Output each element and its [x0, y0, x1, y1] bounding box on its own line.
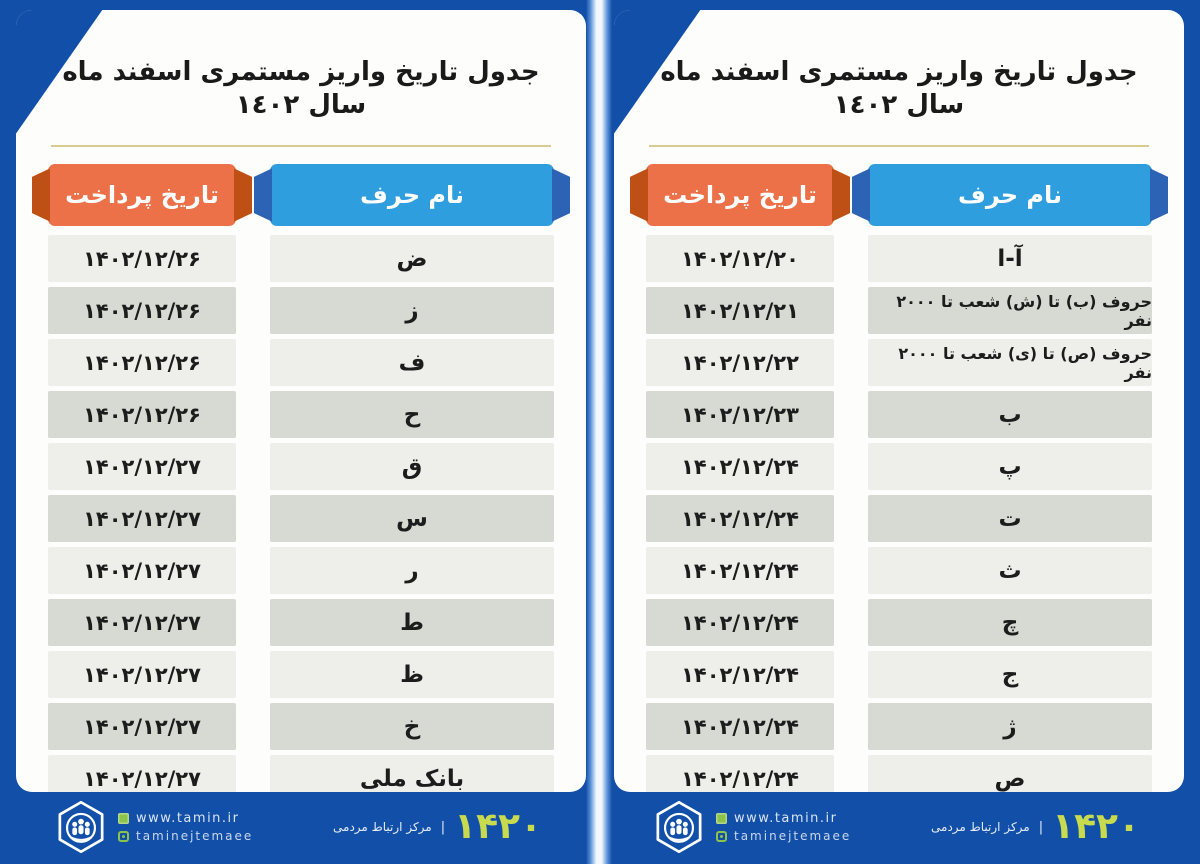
website-icon: [118, 813, 129, 824]
table-row: [646, 495, 1152, 542]
table-header-row: [48, 164, 554, 226]
letter-name-cell: ض: [270, 235, 554, 282]
footer-links: [716, 811, 851, 843]
letter-name-cell: ت: [868, 495, 1152, 542]
payment-date-cell: ۱۴۰۲/۱۲/۲۷: [48, 755, 236, 792]
table-row: [646, 651, 1152, 698]
letter-name-cell: س: [270, 495, 554, 542]
table-row: [646, 599, 1152, 646]
payment-date-cell: ۱۴۰۲/۱۲/۲۳: [646, 391, 834, 438]
table-row: [646, 235, 1152, 282]
letter-name-column-header: نام حرف: [868, 164, 1152, 226]
payment-table: [614, 164, 1184, 792]
social-line: [716, 829, 851, 843]
payment-date-cell: ۱۴۰۲/۱۲/۲۴: [646, 703, 834, 750]
footer-left: [16, 798, 586, 856]
footer-right: [614, 798, 1184, 856]
table-row: [48, 235, 554, 282]
website-url: www.tamin.ir: [136, 811, 240, 826]
title-divider: [51, 145, 551, 147]
table-row: [48, 443, 554, 490]
payment-date-cell: ۱۴۰۲/۱۲/۲۴: [646, 547, 834, 594]
table-row: [646, 755, 1152, 792]
instagram-icon: [118, 831, 129, 842]
payment-date-cell: ۱۴۰۲/۱۲/۲۶: [48, 391, 236, 438]
website-line: [716, 811, 851, 826]
payment-date-cell: ۱۴۰۲/۱۲/۲۷: [48, 547, 236, 594]
letter-name-cell: ر: [270, 547, 554, 594]
letter-name-cell: ژ: [868, 703, 1152, 750]
payment-date-cell: ۱۴۰۲/۱۲/۲۲: [646, 339, 834, 386]
hotline-separator: |: [1038, 819, 1044, 835]
hotline-block: [931, 806, 1140, 847]
letter-name-cell: ف: [270, 339, 554, 386]
letter-name-cell: پ: [868, 443, 1152, 490]
card-title: جدول تاریخ واریز مستمری اسفند ماه سال ١٤٠٢: [660, 57, 1138, 120]
table-row: [48, 703, 554, 750]
table-row: [646, 287, 1152, 334]
payment-date-cell: ۱۴۰۲/۱۲/۲۷: [48, 599, 236, 646]
payment-date-cell: ۱۴۰۲/۱۲/۲۴: [646, 599, 834, 646]
table-row: [48, 391, 554, 438]
title-divider: [649, 145, 1149, 147]
payment-date-cell: ۱۴۰۲/۱۲/۲۷: [48, 651, 236, 698]
table-row: [646, 547, 1152, 594]
table-row: [48, 599, 554, 646]
letter-name-cell: ق: [270, 443, 554, 490]
table-rows: [48, 235, 554, 792]
payment-date-cell: ۱۴۰۲/۱۲/۲۷: [48, 495, 236, 542]
website-url: www.tamin.ir: [734, 811, 838, 826]
table-row: [646, 703, 1152, 750]
hotline-number: ۱۴۲۰: [1052, 806, 1140, 847]
payment-date-cell: ۱۴۰۲/۱۲/۲۶: [48, 339, 236, 386]
hotline-separator: |: [440, 819, 446, 835]
social-handle: taminejtemaee: [136, 829, 254, 843]
table-rows: [646, 235, 1152, 792]
letter-name-cell: خ: [270, 703, 554, 750]
payment-date-cell: ۱۴۰۲/۱۲/۲۱: [646, 287, 834, 334]
social-line: [118, 829, 253, 843]
social-handle: taminejtemaee: [734, 829, 852, 843]
table-row: [646, 391, 1152, 438]
table-row: [48, 547, 554, 594]
footer-links: [118, 811, 253, 843]
table-header-row: [646, 164, 1152, 226]
payment-date-cell: ۱۴۰۲/۱۲/۲۴: [646, 443, 834, 490]
info-card-right: [614, 10, 1184, 792]
letter-name-cell: ص: [868, 755, 1152, 792]
website-line: [118, 811, 253, 826]
letter-name-cell: چ: [868, 599, 1152, 646]
letter-name-cell: بانک ملی: [270, 755, 554, 792]
table-row: [646, 339, 1152, 386]
payment-date-cell: ۱۴۰۲/۱۲/۲۷: [48, 443, 236, 490]
letter-name-cell: حروف (ب) تا (ش) شعب تا ۲۰۰۰ نفر: [868, 287, 1152, 334]
payment-date-cell: ۱۴۰۲/۱۲/۲۶: [48, 287, 236, 334]
table-row: [48, 651, 554, 698]
table-row: [48, 287, 554, 334]
tamin-organization-logo-icon: [54, 800, 108, 854]
payment-date-cell: ۱۴۰۲/۱۲/۲۰: [646, 235, 834, 282]
letter-name-cell: ث: [868, 547, 1152, 594]
table-row: [646, 443, 1152, 490]
letter-name-cell: ح: [270, 391, 554, 438]
tamin-organization-logo-icon: [652, 800, 706, 854]
letter-name-cell: ط: [270, 599, 554, 646]
payment-date-cell: ۱۴۰۲/۱۲/۲۴: [646, 495, 834, 542]
hotline-number: ۱۴۲۰: [454, 806, 542, 847]
letter-name-cell: ج: [868, 651, 1152, 698]
payment-date-column-header: تاریخ پرداخت: [48, 164, 236, 226]
hotline-label: مرکز ارتباط مردمی: [333, 820, 432, 834]
image-seam-divider: [586, 0, 612, 864]
letter-name-cell: ز: [270, 287, 554, 334]
payment-table: [16, 164, 586, 792]
website-icon: [716, 813, 727, 824]
letter-name-cell: آ-ا: [868, 235, 1152, 282]
table-row: [48, 339, 554, 386]
letter-name-cell: ظ: [270, 651, 554, 698]
hotline-block: [333, 806, 542, 847]
table-row: [48, 495, 554, 542]
card-title: جدول تاریخ واریز مستمری اسفند ماه سال ١٤٠٢: [62, 57, 540, 120]
letter-name-cell: حروف (ص) تا (ی) شعب تا ۲۰۰۰ نفر: [868, 339, 1152, 386]
table-row: [48, 755, 554, 792]
payment-date-cell: ۱۴۰۲/۱۲/۲۴: [646, 651, 834, 698]
payment-date-cell: ۱۴۰۲/۱۲/۲۶: [48, 235, 236, 282]
payment-date-column-header: تاریخ پرداخت: [646, 164, 834, 226]
hotline-label: مرکز ارتباط مردمی: [931, 820, 1030, 834]
letter-name-column-header: نام حرف: [270, 164, 554, 226]
instagram-icon: [716, 831, 727, 842]
payment-date-cell: ۱۴۰۲/۱۲/۲۷: [48, 703, 236, 750]
payment-date-cell: ۱۴۰۲/۱۲/۲۴: [646, 755, 834, 792]
info-card-left: [16, 10, 586, 792]
letter-name-cell: ب: [868, 391, 1152, 438]
